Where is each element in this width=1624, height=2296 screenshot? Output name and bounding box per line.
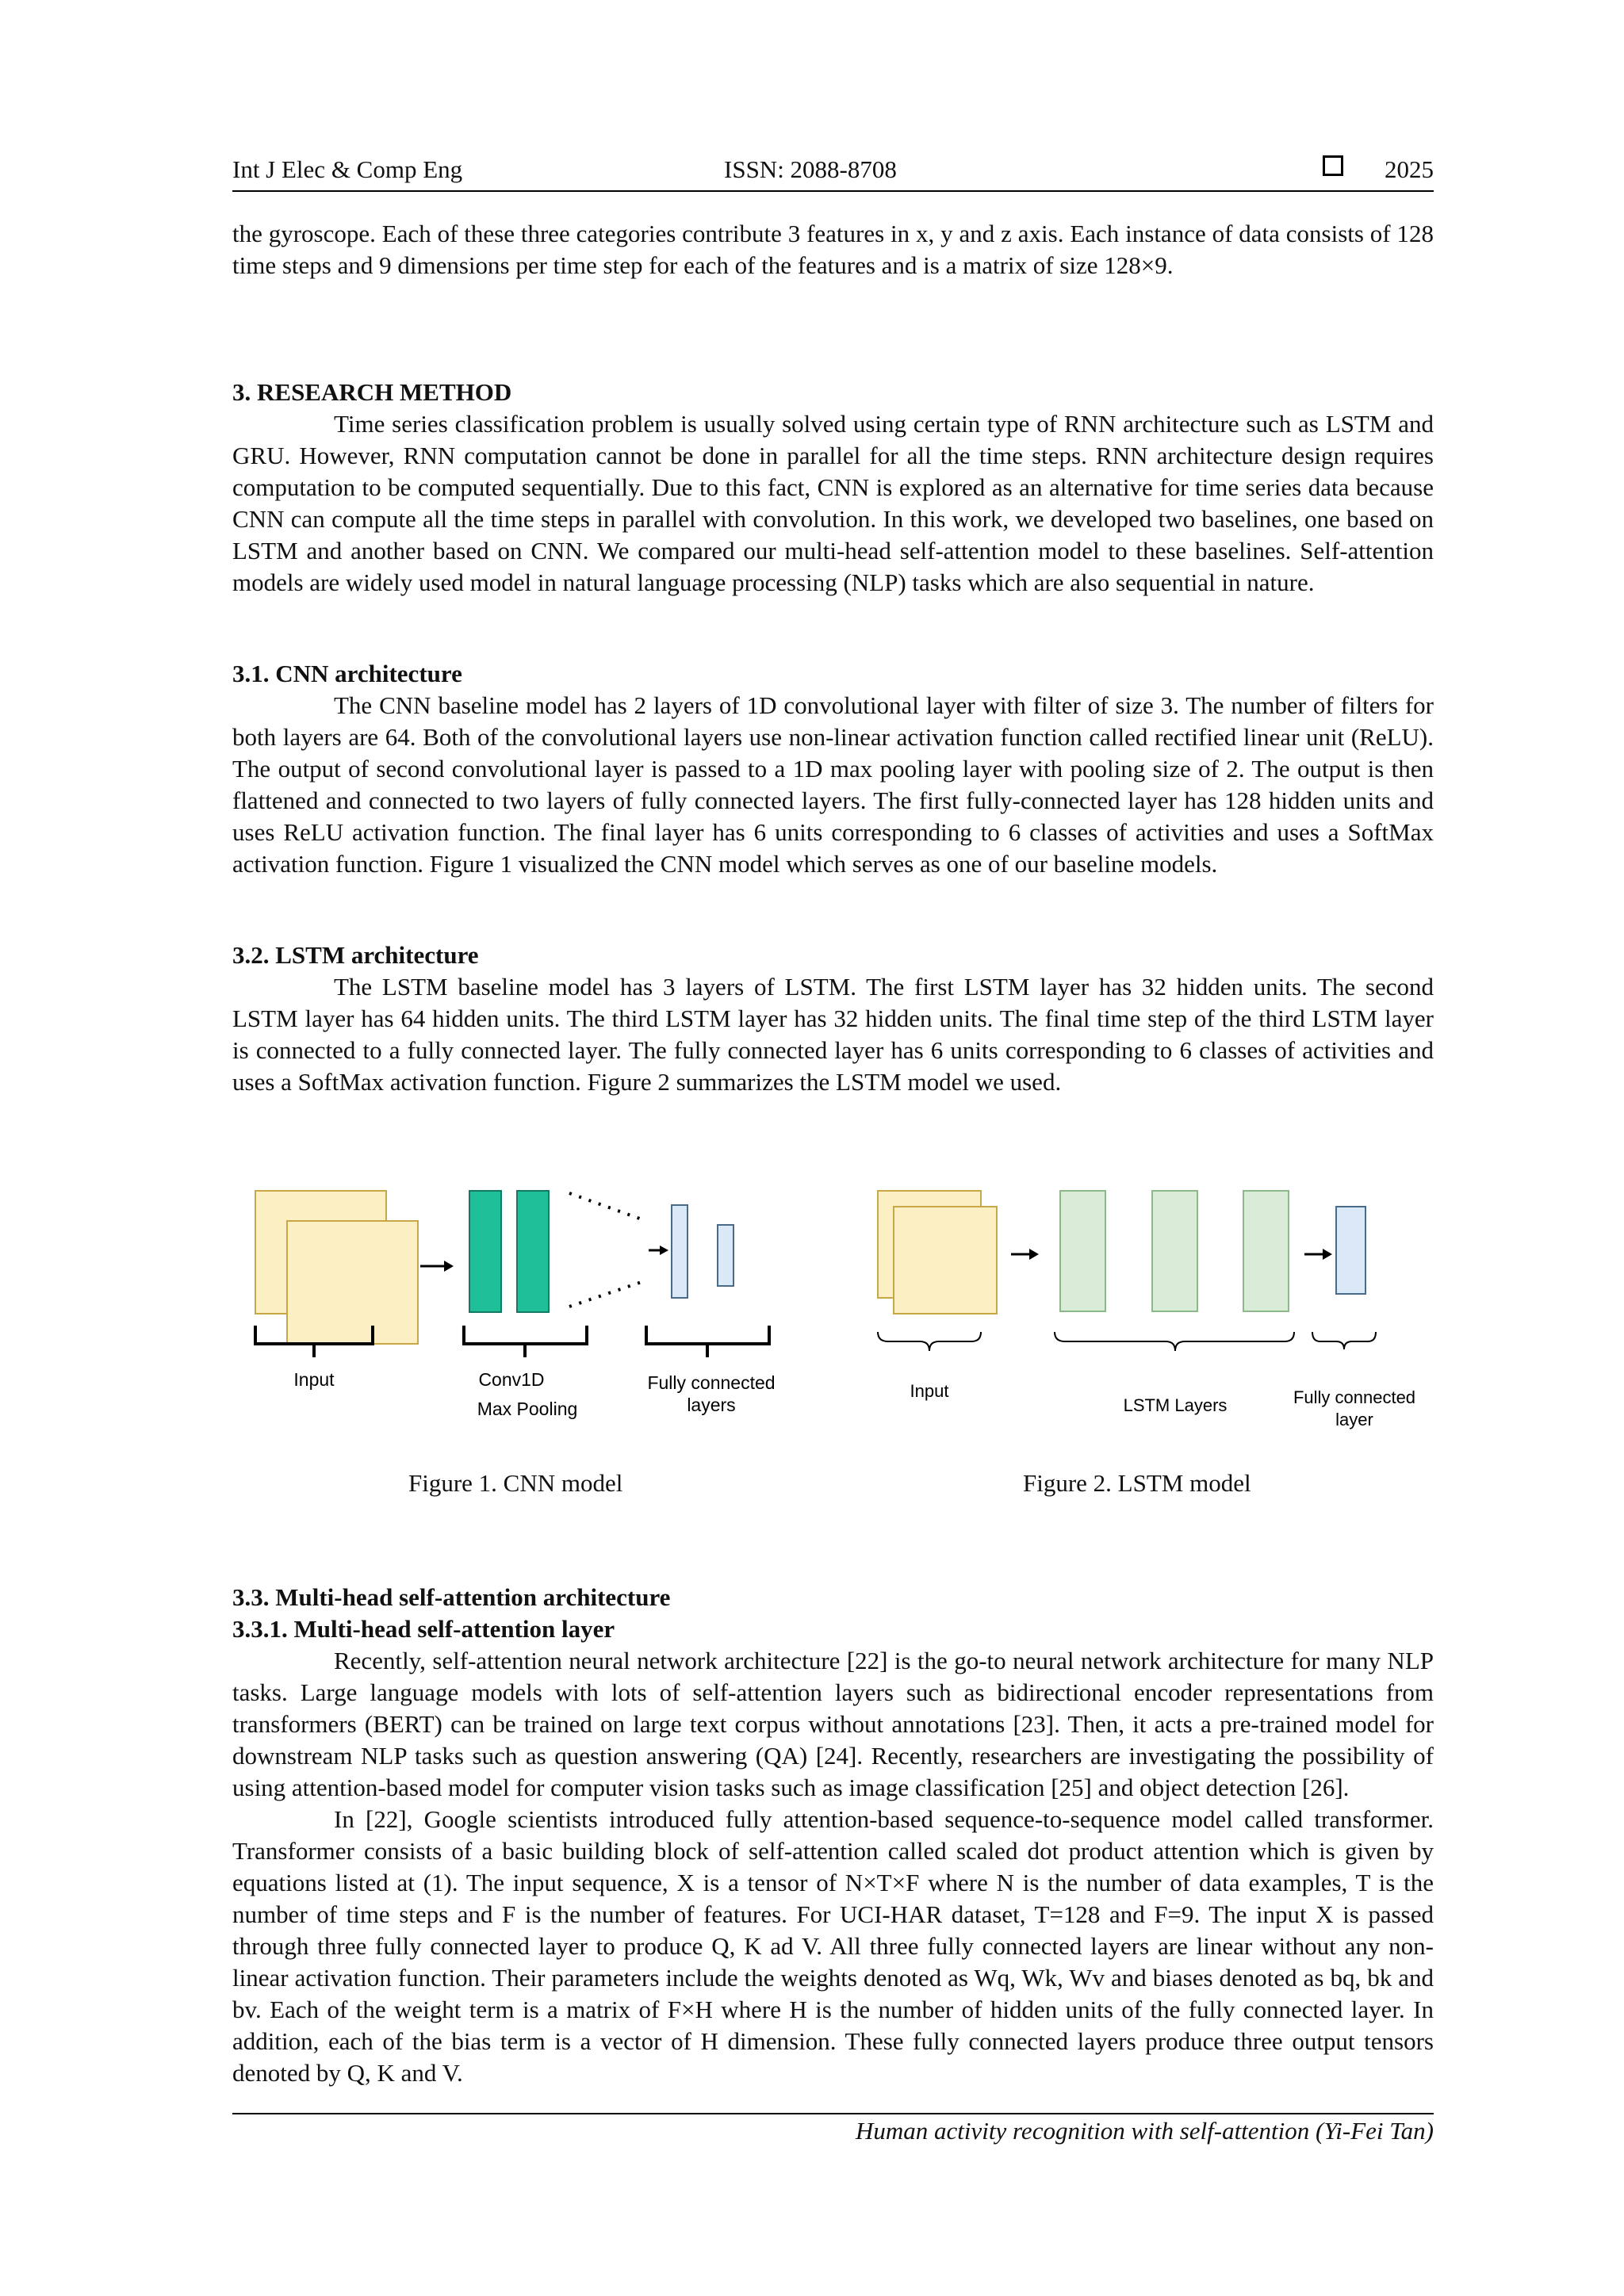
fc-label-line2: layer: [1335, 1410, 1373, 1429]
lstm-model-figure: [860, 1173, 1415, 1443]
lstm-brace: [1055, 1332, 1294, 1351]
lstm-block-2: [1152, 1191, 1197, 1311]
section-3-3-title: 3.3. Multi-head self-attention architecture: [232, 1583, 671, 1611]
dotted-line-top: [569, 1193, 646, 1221]
fc-block-1: [672, 1205, 688, 1298]
arrow-head-icon: [660, 1246, 668, 1255]
section-3-2: [232, 939, 1434, 1098]
arrow-head-icon: [1029, 1249, 1039, 1260]
section-3-1-paragraph: The CNN baseline model has 2 layers of 1D convolutional layer with filter of size 3. The number of filters for both layers are 64. Both of the convolutional layers use non-linear activation function called rectified linear unit (ReLU). The output of second convolutional layer is passed to a 1D max pooling layer with pooling size of 2. The output is then flattened and connected to two layers of fully connected layers. The first fully-connected layer has 128 hidden units and uses ReLU activation function. The final layer has 6 units corresponding to 6 classes of activities and uses a SoftMax activation function. Figure 1 visualized the CNN model which serves as one of our baseline models.: [232, 691, 1434, 878]
dotted-line-bottom: [569, 1280, 646, 1307]
section-3-3-1-title: 3.3.1. Multi-head self-attention layer: [232, 1615, 615, 1643]
intro-paragraph: the gyroscope. Each of these three categories contribute 3 features in x, y and z axis. Each instance of data consists of 128 time steps and 9 dimensions per time step for each of the features and is a matrix of size 128×9.: [232, 220, 1434, 279]
footer-rule: [232, 2113, 1434, 2114]
checkbox-square-icon: [1323, 155, 1343, 176]
section-3-3-1-paragraph-1: Recently, self-attention neural network architecture [22] is the go-to neural network architecture for many NLP tasks. Large language models with lots of self-attention layers such as bidirectional encoder representations from transformers (BERT) can be trained on large text corpus without annotations [23]. Then, it acts a pre-trained model for downstream NLP tasks such as question answering (QA) [24]. Recently, researchers are investigating the possibility of using attention-based model for computer vision tasks such as image classification [25] and object detection [26].: [232, 1647, 1434, 1801]
input-label: Input: [293, 1369, 335, 1390]
section-3-paragraph: Time series classification problem is usually solved using certain type of RNN architecture such as LSTM and GRU. However, RNN computation cannot be done in parallel for all the time steps. RNN architecture design requires computation to be computed sequentially. Due to this fact, CNN is explored as an alternative for time series data because CNN can compute all the time steps in parallel with convolution. In this work, we developed two baselines, one based on LSTM and another based on CNN. We compared our multi-head self-attention model to these baselines. Self-attention models are widely used model in natural language processing (NLP) tasks which are also sequential in nature.: [232, 410, 1434, 596]
section-3: [232, 377, 1434, 599]
section-3-2-title: 3.2. LSTM architecture: [232, 941, 479, 969]
fc-block-2: [718, 1225, 733, 1286]
fc-bracket: [646, 1326, 769, 1357]
journal-name: Int J Elec & Comp Eng: [232, 155, 463, 183]
input-brace: [878, 1332, 981, 1351]
figure-1-caption: Figure 1. CNN model: [408, 1469, 623, 1497]
conv-block-1: [469, 1191, 501, 1312]
arrow-head-icon: [444, 1261, 454, 1272]
issn: ISSN: 2088-8708: [724, 155, 897, 183]
section-3-1-title: 3.1. CNN architecture: [232, 660, 462, 687]
input-label: Input: [910, 1381, 949, 1401]
fc-brace: [1312, 1332, 1376, 1349]
fc-block: [1336, 1207, 1365, 1294]
section-3-1: [232, 658, 1434, 880]
section-3-3: [232, 1582, 1434, 2089]
page-header: [232, 155, 1434, 192]
conv-block-2: [517, 1191, 549, 1312]
section-3-3-1-paragraph-2: In [22], Google scientists introduced fully attention-based sequence-to-sequence model called transformer. Transformer consists of a basic building block of self-attention called scaled dot product attention which is given by equations listed at (1). The input sequence, X is a tensor of N×T×F where N is the number of data examples, T is the number of time steps and F is the number of features. For UCI-HAR dataset, T=128 and F=9. The input X is passed through three fully connected layer to produce Q, K ad V. All three fully connected layers are linear without any non-linear activation function. Their parameters include the weights denoted as Wq, Wk, Wv and biases denoted as bq, bk and bv. Each of the weight term is a matrix of F×H where H is the number of hidden units of the fully connected layer. In addition, each of the bias term is a vector of H dimension. These fully connected layers produce three output tensors denoted by Q, K and V.: [232, 1805, 1434, 2087]
lstm-layers-label: LSTM Layers: [1123, 1395, 1228, 1415]
fc-label-line2: layers: [687, 1395, 736, 1415]
figure-2-caption: Figure 2. LSTM model: [1023, 1469, 1251, 1497]
cnn-model-figure: [246, 1173, 817, 1443]
input-block-front: [287, 1221, 418, 1344]
arrow-head-icon: [1323, 1249, 1332, 1260]
lstm-block-1: [1060, 1191, 1105, 1311]
fc-label-line1: Fully connected: [1293, 1387, 1415, 1407]
lstm-block-3: [1243, 1191, 1289, 1311]
running-footer: Human activity recognition with self-attention (Yi-Fei Tan): [856, 2117, 1434, 2145]
intro-section: [232, 218, 1434, 281]
section-3-title: 3. RESEARCH METHOD: [232, 378, 512, 406]
page-number: 2025: [1385, 155, 1434, 183]
conv1d-label: Conv1D: [478, 1369, 545, 1390]
section-3-2-paragraph: The LSTM baseline model has 3 layers of LSTM. The first LSTM layer has 32 hidden units. The second LSTM layer has 64 hidden units. The third LSTM layer has 32 hidden units. The final time step of the third LSTM layer is connected to a fully connected layer. The fully connected layer has 6 units corresponding to 6 classes of activities and uses a SoftMax activation function. Figure 2 summarizes the LSTM model we used.: [232, 973, 1434, 1096]
conv-bracket: [464, 1326, 587, 1357]
input-block-front: [894, 1207, 997, 1314]
fc-label-line1: Fully connected: [647, 1372, 776, 1393]
max-pooling-label: Max Pooling: [477, 1399, 578, 1419]
